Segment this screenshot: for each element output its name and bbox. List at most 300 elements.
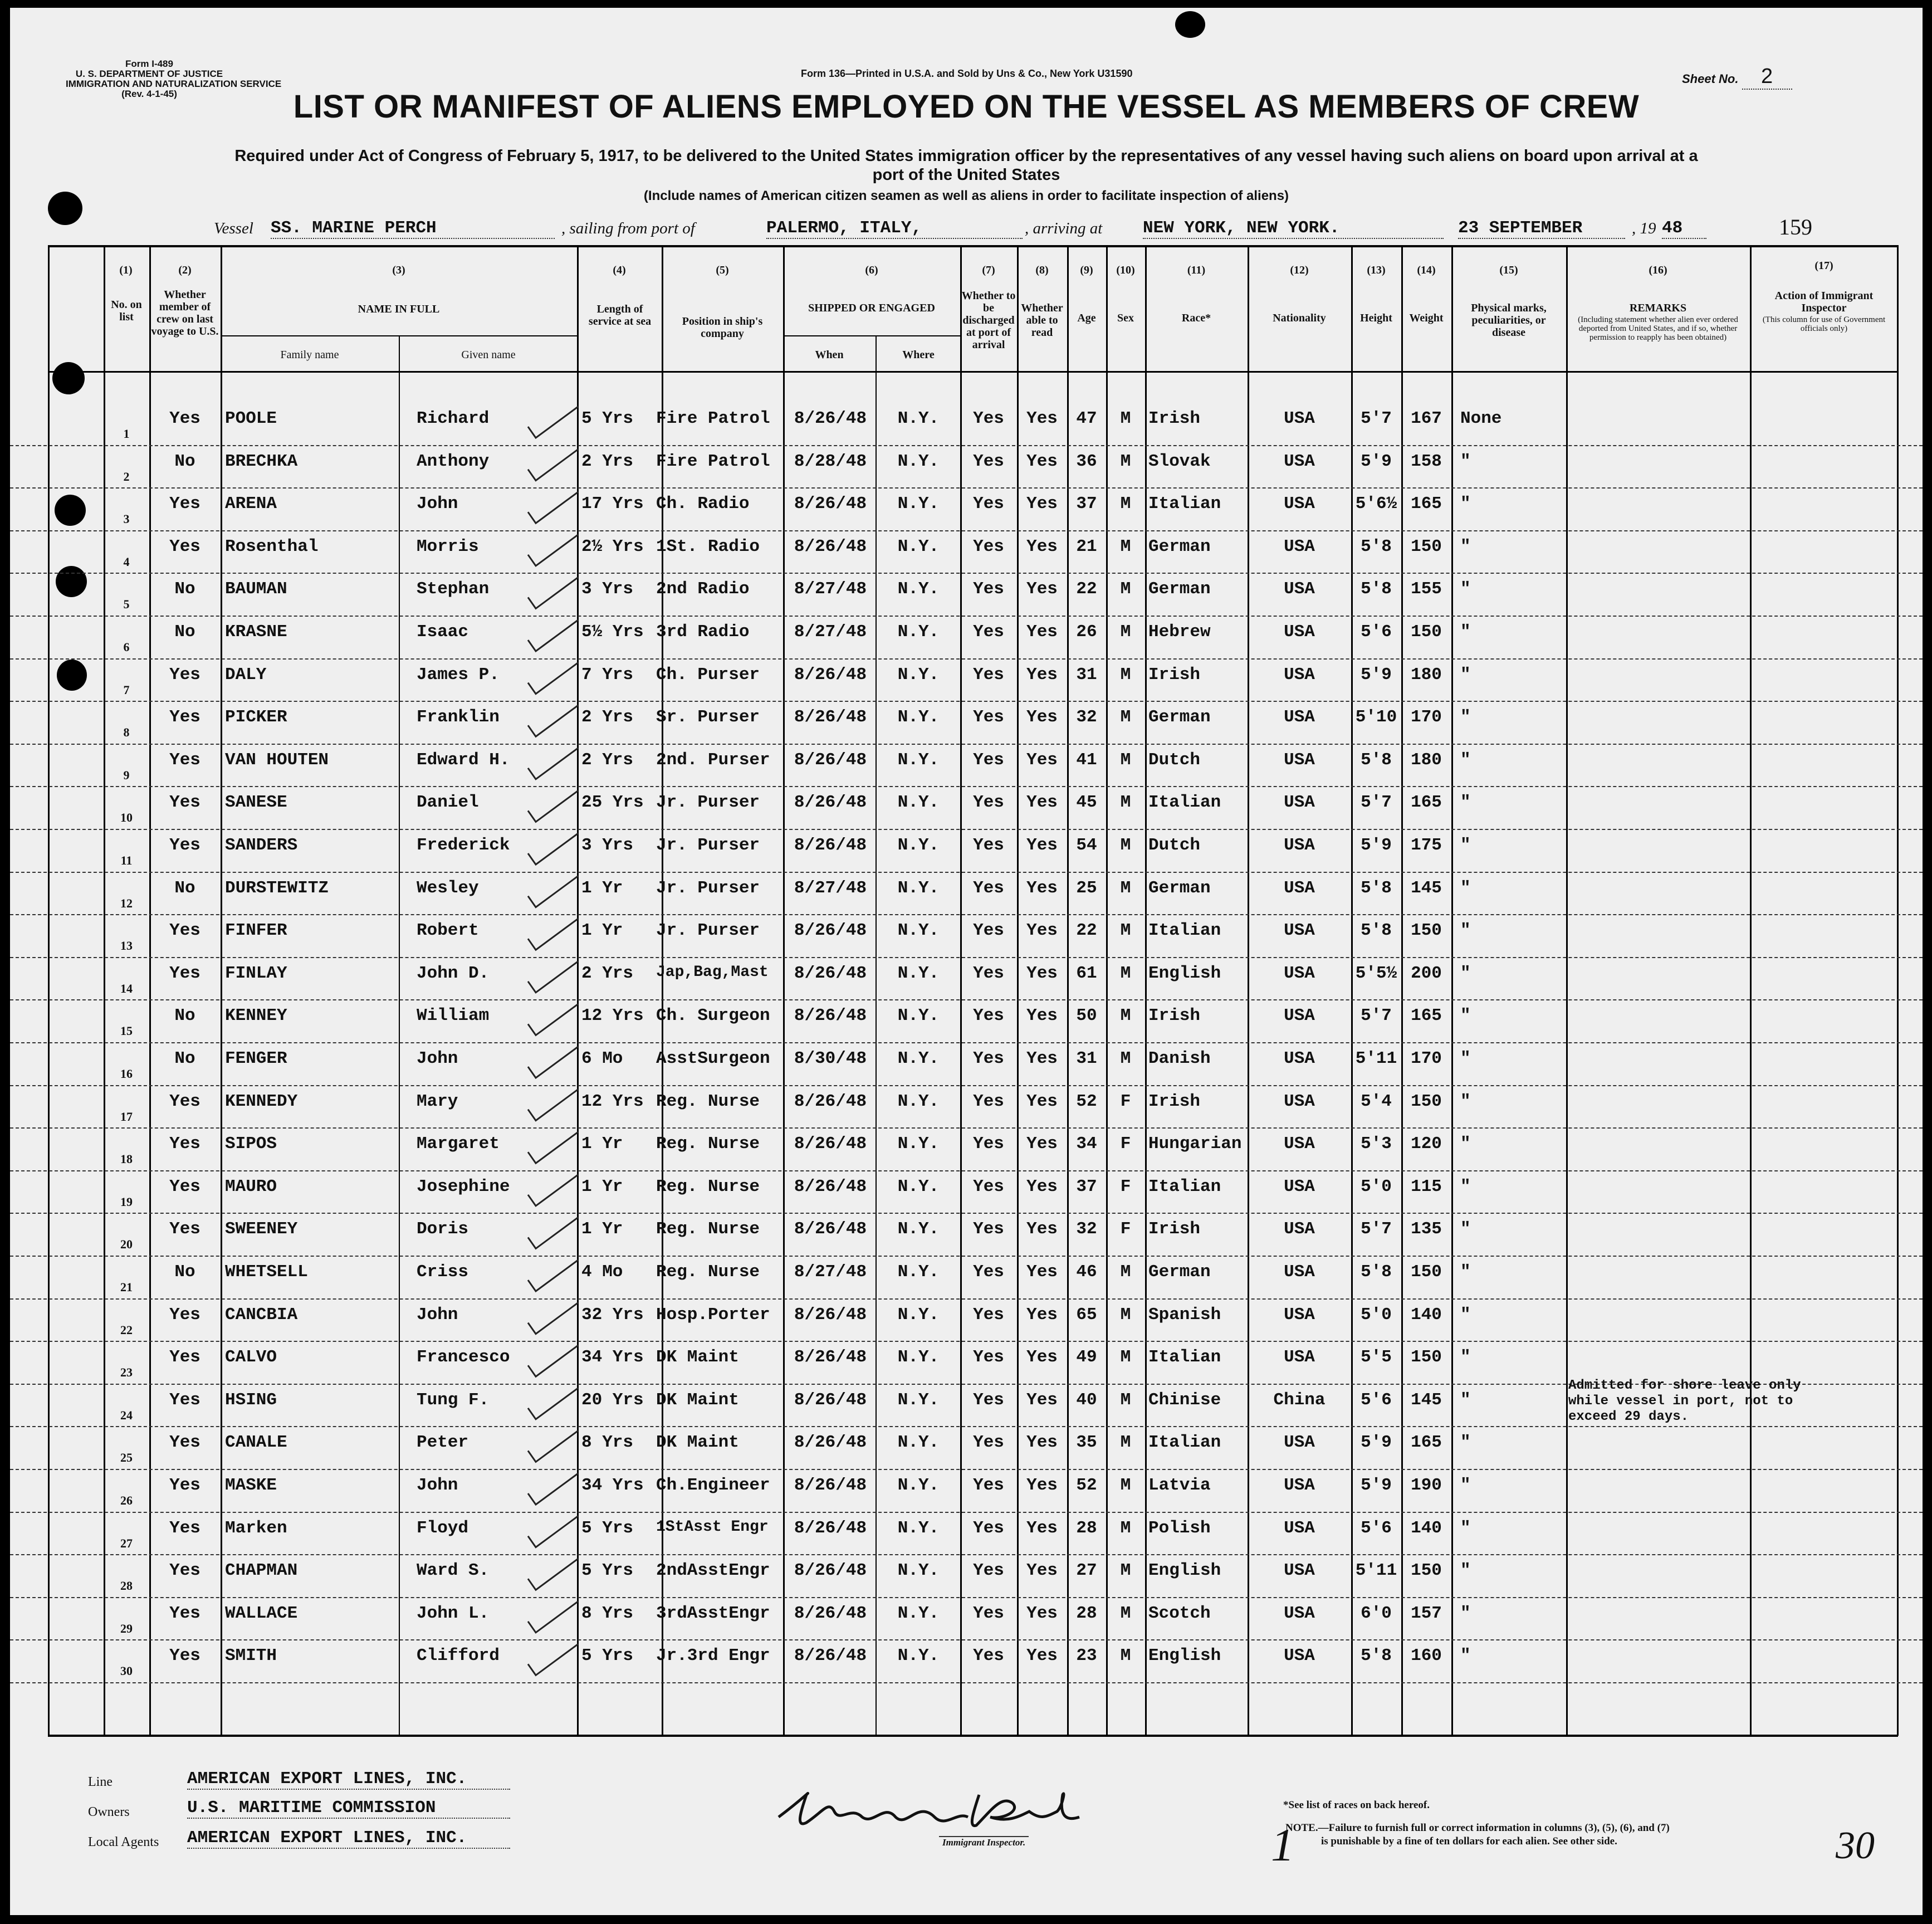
cell-when: 8/27/48 <box>794 622 867 642</box>
cell-family: WALLACE <box>225 1603 298 1623</box>
cell-discharged: Yes <box>973 1476 1004 1495</box>
check-mark <box>528 705 578 736</box>
cell-sex: M <box>1120 878 1131 898</box>
header-discharged: Whether to be discharged at port of arrival <box>961 290 1016 351</box>
cell-discharged: Yes <box>973 1006 1004 1026</box>
cell-weight: 150 <box>1411 1561 1442 1581</box>
cell-given: Doris <box>417 1219 469 1239</box>
cell-weight: 165 <box>1411 494 1442 514</box>
cell-read: Yes <box>1026 878 1058 898</box>
cell-where: N.Y. <box>897 1518 940 1538</box>
cell-given: Tung F. <box>417 1390 490 1410</box>
cell-last-voyage: Yes <box>169 1433 200 1453</box>
cell-position: Reg. Nurse <box>656 1262 760 1282</box>
cell-where: N.Y. <box>897 1347 940 1368</box>
cell-where: N.Y. <box>897 1305 940 1325</box>
cell-when: 8/26/48 <box>794 1176 867 1197</box>
races-note: *See list of races on back hereof. <box>1283 1799 1430 1811</box>
cell-service: 5 Yrs <box>581 1646 634 1666</box>
cell-when: 8/26/48 <box>794 921 867 941</box>
cell-race: Chinise <box>1148 1390 1221 1410</box>
arriving-at-port: NEW YORK, NEW YORK. <box>1143 218 1444 239</box>
cell-given: Peter <box>417 1433 469 1453</box>
cell-service: 25 Yrs <box>581 793 644 813</box>
cell-read: Yes <box>1026 494 1058 514</box>
cell-where: N.Y. <box>897 665 940 685</box>
cell-read: Yes <box>1026 536 1058 556</box>
cell-race: English <box>1148 1646 1221 1666</box>
sheet-number-label: Sheet No. 2 <box>1682 65 1792 90</box>
header-length-of-service: Length of service at sea <box>588 303 652 328</box>
cell-weight: 150 <box>1411 1347 1442 1368</box>
cell-given: William <box>417 1006 490 1026</box>
remarks-shore-leave-note: Admitted for shore leave only while vessel in port, not to exceed 29 days. <box>1568 1378 1801 1424</box>
cell-height: 5'8 <box>1361 750 1392 770</box>
cell-height: 5'0 <box>1361 1176 1392 1197</box>
cell-last-voyage: Yes <box>169 1305 200 1325</box>
cell-family: CANCBIA <box>225 1305 298 1325</box>
inspector-signature <box>767 1778 1102 1839</box>
cell-sex: F <box>1120 1134 1131 1154</box>
year-prefix: , 19 <box>1632 219 1656 237</box>
cell-position: DK Maint <box>656 1390 739 1410</box>
cell-discharged: Yes <box>973 1603 1004 1623</box>
cell-weight: 167 <box>1411 409 1442 428</box>
cell-sex: M <box>1120 1305 1131 1325</box>
header-weight: Weight <box>1409 312 1444 324</box>
cell-age: 65 <box>1076 1305 1097 1325</box>
col-num-17: (17) <box>1814 260 1833 272</box>
cell-sex: M <box>1120 1390 1131 1410</box>
header-given-name: Given name <box>461 349 516 361</box>
header-family-name: Family name <box>280 349 339 361</box>
col-num-7: (7) <box>982 264 995 276</box>
cell-race: Italian <box>1148 793 1221 813</box>
cell-last-voyage: Yes <box>169 494 200 514</box>
cell-discharged: Yes <box>973 793 1004 813</box>
cell-service: 5 Yrs <box>581 1561 634 1581</box>
cell-family: SANDERS <box>225 836 298 855</box>
cell-given: John <box>417 1049 458 1068</box>
cell-given: Robert <box>417 921 479 941</box>
cell-race: Hebrew <box>1148 622 1211 642</box>
cell-family: KRASNE <box>225 622 287 642</box>
cell-last-voyage: No <box>174 1262 195 1282</box>
cell-service: 8 Yrs <box>581 1603 634 1623</box>
row-number: 11 <box>120 853 133 867</box>
cell-weight: 165 <box>1411 1433 1442 1453</box>
cell-age: 37 <box>1076 1176 1097 1197</box>
cell-given: Clifford <box>417 1646 500 1666</box>
cell-nationality: USA <box>1284 494 1315 514</box>
cell-nationality: USA <box>1284 1176 1315 1197</box>
cell-discharged: Yes <box>973 1518 1004 1538</box>
cell-weight: 135 <box>1411 1219 1442 1239</box>
cell-discharged: Yes <box>973 409 1004 428</box>
cell-service: 1 Yr <box>581 921 623 941</box>
row-number: 3 <box>123 512 130 526</box>
cell-discharged: Yes <box>973 1390 1004 1410</box>
cell-discharged: Yes <box>973 1176 1004 1197</box>
cell-race: Spanish <box>1148 1305 1221 1325</box>
cell-last-voyage: Yes <box>169 707 200 727</box>
cell-position: 3rd Radio <box>656 622 750 642</box>
cell-sex: M <box>1120 750 1131 770</box>
cell-sex: M <box>1120 451 1131 471</box>
row-number: 24 <box>120 1408 133 1422</box>
header-action-inspector: Action of Immigrant Inspector <box>1774 290 1874 314</box>
check-mark <box>528 1430 578 1462</box>
cell-read: Yes <box>1026 750 1058 770</box>
cell-position: Jr. Purser <box>656 793 760 813</box>
check-mark <box>528 535 578 566</box>
cell-discharged: Yes <box>973 1134 1004 1154</box>
local-agents-value: AMERICAN EXPORT LINES, INC. <box>187 1828 510 1849</box>
cell-nationality: USA <box>1284 1305 1315 1325</box>
cell-when: 8/26/48 <box>794 707 867 727</box>
cell-last-voyage: Yes <box>169 536 200 556</box>
cell-marks: " <box>1460 1134 1471 1154</box>
cell-position: Fire Patrol <box>656 409 770 428</box>
cell-when: 8/26/48 <box>794 1646 867 1666</box>
cell-height: 5'9 <box>1361 665 1392 685</box>
subtitle-line1: Required under Act of Congress of February 5, 1917, to be delivered to the United States immigration officer by the representatives of any vessel having such aliens on board upon arrival at a <box>234 147 1698 165</box>
check-mark <box>528 1260 578 1291</box>
cell-where: N.Y. <box>897 1390 940 1410</box>
cell-height: 5'9 <box>1361 1476 1392 1495</box>
cell-discharged: Yes <box>973 451 1004 471</box>
cell-sex: F <box>1120 1176 1131 1197</box>
cell-marks: " <box>1460 963 1471 983</box>
cell-last-voyage: Yes <box>169 1390 200 1410</box>
cell-given: John <box>417 494 458 514</box>
cell-weight: 155 <box>1411 579 1442 599</box>
check-mark <box>528 1303 578 1334</box>
header-remarks-detail: (Including statement whether alien ever ordered deported from United States, and if so, whether permission to reapply has been obtained) <box>1578 315 1738 342</box>
cell-where: N.Y. <box>897 921 940 941</box>
cell-age: 31 <box>1076 1049 1097 1068</box>
cell-age: 25 <box>1076 878 1097 898</box>
cell-position: Fire Patrol <box>656 451 770 471</box>
cell-weight: 150 <box>1411 622 1442 642</box>
check-mark <box>528 577 578 608</box>
row-number: 13 <box>120 939 133 953</box>
cell-last-voyage: Yes <box>169 1518 200 1538</box>
row-number: 18 <box>120 1152 133 1166</box>
cell-height: 5'8 <box>1361 878 1392 898</box>
cell-read: Yes <box>1026 1603 1058 1623</box>
header-no-on-list: No. on list <box>111 299 142 323</box>
cell-last-voyage: Yes <box>169 1176 200 1197</box>
cell-service: 5 Yrs <box>581 409 634 428</box>
cell-given: John <box>417 1305 458 1325</box>
cell-position: Reg. Nurse <box>656 1134 760 1154</box>
cell-position: 1StAsst Engr <box>656 1518 769 1536</box>
cell-sex: M <box>1120 1006 1131 1026</box>
cell-nationality: USA <box>1284 1219 1315 1239</box>
cell-position: Reg. Nurse <box>656 1176 760 1197</box>
col-num-9: (9) <box>1080 264 1093 276</box>
inspector-check-marks <box>10 8 1923 1915</box>
cell-where: N.Y. <box>897 1134 940 1154</box>
cell-service: 2 Yrs <box>581 707 634 727</box>
cell-family: CHAPMAN <box>225 1561 298 1581</box>
cell-discharged: Yes <box>973 1347 1004 1368</box>
cell-age: 32 <box>1076 707 1097 727</box>
check-mark <box>528 1175 578 1206</box>
cell-family: Marken <box>225 1518 287 1538</box>
cell-race: Hungarian <box>1148 1134 1242 1154</box>
cell-given: James P. <box>417 665 500 685</box>
cell-given: Wesley <box>417 878 479 898</box>
cell-given: Richard <box>417 409 490 428</box>
cell-sex: M <box>1120 836 1131 855</box>
cell-nationality: USA <box>1284 1049 1315 1068</box>
check-mark <box>528 1516 578 1547</box>
cell-age: 34 <box>1076 1134 1097 1154</box>
cell-sex: M <box>1120 1603 1131 1623</box>
cell-marks: " <box>1460 1219 1471 1239</box>
cell-last-voyage: No <box>174 451 195 471</box>
cell-given: John <box>417 1476 458 1495</box>
cell-position: 2nd Radio <box>656 579 750 599</box>
cell-marks: " <box>1460 1262 1471 1282</box>
cell-position: Reg. Nurse <box>656 1219 760 1239</box>
header-height: Height <box>1360 312 1392 324</box>
row-number: 1 <box>123 427 130 441</box>
row-number: 27 <box>120 1536 133 1550</box>
cell-service: 8 Yrs <box>581 1433 634 1453</box>
cell-race: Dutch <box>1148 836 1201 855</box>
cell-given: Margaret <box>417 1134 500 1154</box>
cell-height: 5'6 <box>1361 1390 1392 1410</box>
form-dept-block: Form I-489 U. S. DEPARTMENT OF JUSTICE IMMIGRATION AND NATURALIZATION SERVICE (Rev. 4-1-45) <box>66 58 282 99</box>
cell-discharged: Yes <box>973 1433 1004 1453</box>
cell-sex: M <box>1120 921 1131 941</box>
cell-where: N.Y. <box>897 963 940 983</box>
cell-nationality: USA <box>1284 1091 1315 1111</box>
cell-nationality: USA <box>1284 665 1315 685</box>
cell-read: Yes <box>1026 579 1058 599</box>
header-position: Position in ship's company <box>682 315 763 340</box>
cell-marks: " <box>1460 707 1471 727</box>
cell-height: 5'6 <box>1361 622 1392 642</box>
col-num-6: (6) <box>865 264 878 276</box>
cell-given: John D. <box>417 963 490 983</box>
cell-position: Jr. Purser <box>656 921 760 941</box>
cell-race: Irish <box>1148 665 1201 685</box>
cell-marks: None <box>1460 409 1502 428</box>
cell-position: DK Maint <box>656 1433 739 1453</box>
cell-last-voyage: Yes <box>169 836 200 855</box>
cell-read: Yes <box>1026 1305 1058 1325</box>
cell-marks: " <box>1460 750 1471 770</box>
check-mark <box>528 492 578 523</box>
cell-family: FINLAY <box>225 963 287 983</box>
cell-discharged: Yes <box>973 878 1004 898</box>
inspector-label: Immigrant Inspector. <box>939 1836 1029 1848</box>
cell-weight: 150 <box>1411 536 1442 556</box>
cell-discharged: Yes <box>973 1646 1004 1666</box>
cell-nationality: USA <box>1284 1603 1315 1623</box>
cell-weight: 140 <box>1411 1518 1442 1538</box>
cell-last-voyage: Yes <box>169 1091 200 1111</box>
cell-where: N.Y. <box>897 451 940 471</box>
cell-when: 8/26/48 <box>794 1518 867 1538</box>
cell-nationality: USA <box>1284 878 1315 898</box>
cell-marks: " <box>1460 836 1471 855</box>
cell-position: Ch.Engineer <box>656 1476 770 1495</box>
row-number: 29 <box>120 1621 133 1635</box>
cell-where: N.Y. <box>897 1433 940 1453</box>
cell-weight: 150 <box>1411 921 1442 941</box>
cell-when: 8/26/48 <box>794 836 867 855</box>
cell-weight: 165 <box>1411 1006 1442 1026</box>
cell-position: Jr.3rd Engr <box>656 1646 770 1666</box>
cell-race: English <box>1148 963 1221 983</box>
cell-age: 22 <box>1076 921 1097 941</box>
cell-position: Hosp.Porter <box>656 1305 770 1325</box>
cell-service: 20 Yrs <box>581 1390 644 1410</box>
page-stamp-number: 159 <box>1779 214 1812 240</box>
cell-race: Irish <box>1148 1006 1201 1026</box>
cell-read: Yes <box>1026 665 1058 685</box>
check-mark <box>528 961 578 993</box>
cell-nationality: USA <box>1284 836 1315 855</box>
check-mark <box>528 1132 578 1163</box>
header-member-last-voyage: Whether member of crew on last voyage to U.S. <box>151 289 219 338</box>
col-num-15: (15) <box>1499 264 1518 276</box>
cell-when: 8/28/48 <box>794 451 867 471</box>
cell-family: HSING <box>225 1390 277 1410</box>
cell-read: Yes <box>1026 1433 1058 1453</box>
check-mark <box>528 1601 578 1633</box>
col-num-5: (5) <box>716 264 729 276</box>
cell-nationality: USA <box>1284 1476 1315 1495</box>
cell-service: 32 Yrs <box>581 1305 644 1325</box>
check-mark <box>528 1473 578 1505</box>
cell-nationality: USA <box>1284 963 1315 983</box>
cell-age: 26 <box>1076 622 1097 642</box>
check-mark <box>528 833 578 865</box>
cell-height: 5'11 <box>1355 1049 1397 1068</box>
handwritten-one: 1 <box>1271 1819 1294 1871</box>
cell-nationality: USA <box>1284 622 1315 642</box>
row-number: 14 <box>120 981 133 995</box>
cell-race: English <box>1148 1561 1221 1581</box>
row-number: 4 <box>123 554 130 569</box>
cell-position: Jap,Bag,Mast <box>656 963 769 981</box>
cell-sex: M <box>1120 622 1131 642</box>
cell-last-voyage: Yes <box>169 1476 200 1495</box>
check-mark <box>528 919 578 950</box>
arriving-at-label: , arriving at <box>1025 219 1103 237</box>
cell-height: 5'3 <box>1361 1134 1392 1154</box>
cell-marks: " <box>1460 1603 1471 1623</box>
row-number: 16 <box>120 1067 133 1081</box>
cell-where: N.Y. <box>897 1476 940 1495</box>
cell-service: 7 Yrs <box>581 665 634 685</box>
cell-age: 52 <box>1076 1091 1097 1111</box>
row-number: 19 <box>120 1194 133 1209</box>
cell-where: N.Y. <box>897 1603 940 1623</box>
cell-weight: 145 <box>1411 1390 1442 1410</box>
cell-read: Yes <box>1026 451 1058 471</box>
cell-discharged: Yes <box>973 1091 1004 1111</box>
cell-race: German <box>1148 579 1211 599</box>
cell-race: Latvia <box>1148 1476 1211 1495</box>
cell-marks: " <box>1460 622 1471 642</box>
row-number: 10 <box>120 810 133 825</box>
cell-marks: " <box>1460 1176 1471 1197</box>
check-mark <box>528 1559 578 1590</box>
cell-height: 5'7 <box>1361 409 1392 428</box>
cell-family: BAUMAN <box>225 579 287 599</box>
cell-race: Irish <box>1148 1091 1201 1111</box>
check-mark <box>528 748 578 779</box>
cell-service: 17 Yrs <box>581 494 644 514</box>
cell-last-voyage: Yes <box>169 1561 200 1581</box>
col-num-3: (3) <box>392 264 405 276</box>
cell-sex: M <box>1120 1049 1131 1068</box>
cell-service: 2 Yrs <box>581 963 634 983</box>
cell-where: N.Y. <box>897 494 940 514</box>
cell-weight: 175 <box>1411 836 1442 855</box>
cell-weight: 170 <box>1411 707 1442 727</box>
row-number: 7 <box>123 682 130 697</box>
check-mark <box>528 790 578 822</box>
cell-family: MAURO <box>225 1176 277 1197</box>
cell-service: 3 Yrs <box>581 579 634 599</box>
cell-height: 5'8 <box>1361 921 1392 941</box>
cell-marks: " <box>1460 1433 1471 1453</box>
cell-height: 5'5½ <box>1355 963 1397 983</box>
cell-when: 8/26/48 <box>794 536 867 556</box>
cell-where: N.Y. <box>897 1561 940 1581</box>
cell-family: CALVO <box>225 1347 277 1368</box>
owners-value: U.S. MARITIME COMMISSION <box>187 1798 510 1819</box>
line-label: Line <box>88 1775 113 1789</box>
cell-position: Reg. Nurse <box>656 1091 760 1111</box>
cell-height: 5'7 <box>1361 793 1392 813</box>
cell-where: N.Y. <box>897 1091 940 1111</box>
header-when: When <box>815 349 844 361</box>
cell-given: Frederick <box>417 836 510 855</box>
cell-last-voyage: Yes <box>169 1603 200 1623</box>
cell-read: Yes <box>1026 622 1058 642</box>
row-number: 20 <box>120 1237 133 1252</box>
row-number: 8 <box>123 725 130 740</box>
cell-marks: " <box>1460 1518 1471 1538</box>
cell-family: KENNEDY <box>225 1091 298 1111</box>
cell-last-voyage: No <box>174 1049 195 1068</box>
cell-when: 8/27/48 <box>794 878 867 898</box>
cell-position: 2ndAsstEngr <box>656 1561 770 1581</box>
row-number: 28 <box>120 1579 133 1593</box>
cell-given: Ward S. <box>417 1561 490 1581</box>
cell-given: Edward H. <box>417 750 510 770</box>
cell-age: 31 <box>1076 665 1097 685</box>
cell-when: 8/26/48 <box>794 1006 867 1026</box>
cell-where: N.Y. <box>897 1176 940 1197</box>
cell-marks: " <box>1460 878 1471 898</box>
cell-read: Yes <box>1026 1091 1058 1111</box>
cell-service: 34 Yrs <box>581 1347 644 1368</box>
cell-discharged: Yes <box>973 1305 1004 1325</box>
cell-height: 5'9 <box>1361 1433 1392 1453</box>
col-num-8: (8) <box>1035 264 1049 276</box>
cell-last-voyage: Yes <box>169 963 200 983</box>
